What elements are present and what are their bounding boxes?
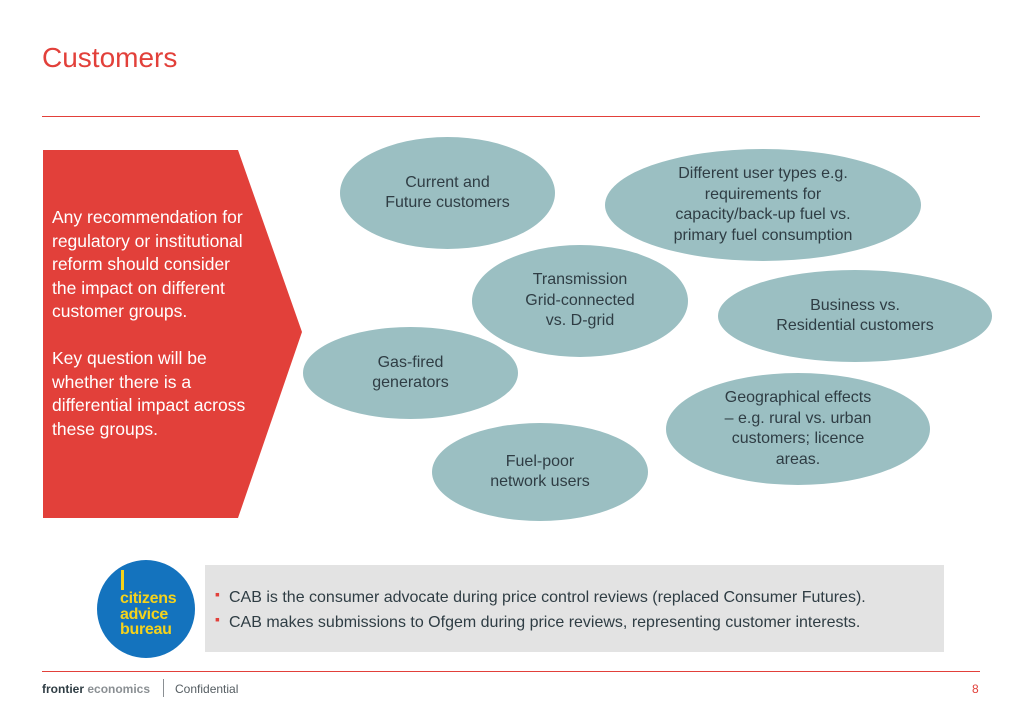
callout-paragraph-1: Any recommendation for regulatory or institutional reform should consider the impact on different customer groups. [52,207,243,321]
title-divider [42,116,980,117]
ellipse-transmission-grid: Transmission Grid-connected vs. D-grid [472,245,688,357]
list-item [215,585,866,610]
logo-word: bureau [120,621,172,638]
brand-secondary: economics [87,682,151,696]
callout-arrow [43,150,303,518]
cab-info-box [205,565,944,652]
square-bullet-icon: ▪ [215,611,220,627]
cab-bullet-text: CAB is the consumer advocate during price control reviews (replaced Consumer Futures). [229,589,866,606]
footer-brand [42,682,150,696]
cab-bullet-text: CAB makes submissions to Ofgem during price reviews, representing customer interests. [229,614,861,631]
logo-word: advice [120,605,169,623]
brand-primary: frontier [42,682,84,696]
footer-confidential: Confidential [175,682,239,696]
ellipse-business-residential: Business vs. Residential customers [718,270,992,362]
cab-bullet-list [215,585,866,635]
ellipse-gas-fired-generators: Gas-fired generators [303,327,518,419]
logo-bar-icon [121,570,124,590]
callout-text [52,206,252,441]
callout-paragraph-2: Key question will be whether there is a differential impact across these groups. [52,348,246,439]
footer-separator [163,679,164,697]
slide-title: Customers [42,42,178,73]
ellipse-geographical-effects: Geographical effects – e.g. rural vs. urban customers; licence areas. [666,373,930,485]
ellipse-different-user-types: Different user types e.g. requirements for capacity/back-up fuel vs. primary fuel consumption [605,149,921,261]
page-number: 8 [972,682,979,696]
logo-wordmark [120,591,176,638]
ellipse-fuel-poor: Fuel-poor network users [432,423,648,521]
list-item [215,610,866,635]
footer-divider [42,671,980,672]
square-bullet-icon: ▪ [215,586,220,602]
logo-word: citizens [120,590,177,607]
citizens-advice-bureau-logo [97,560,195,658]
ellipse-current-future-customers: Current and Future customers [340,137,555,249]
